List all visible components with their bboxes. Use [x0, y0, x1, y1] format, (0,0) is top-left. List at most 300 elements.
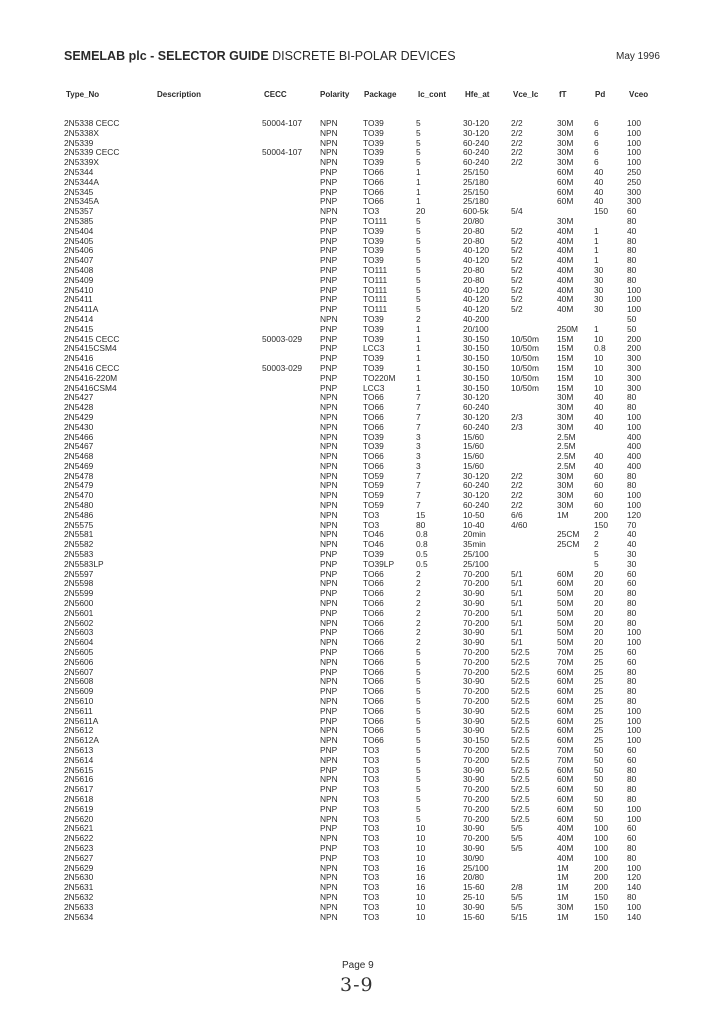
cell-vceo: 80	[627, 470, 637, 481]
cell-vce-ic: 5/2	[511, 245, 523, 256]
cell-ic-cont: 5	[416, 656, 421, 667]
cell-pd: 5	[594, 558, 599, 569]
cell-type-no: 2N5486	[64, 509, 94, 520]
cell-package: TO3	[363, 842, 380, 853]
cell-hfe: 70-200	[463, 754, 490, 765]
cell-hfe: 30-90	[463, 598, 485, 609]
cell-hfe: 60-240	[463, 147, 490, 158]
cell-polarity: NPN	[320, 441, 338, 452]
cell-polarity: PNP	[320, 343, 338, 354]
cell-ic-cont: 1	[416, 343, 421, 354]
cell-pd: 40	[594, 196, 604, 207]
cell-vceo: 250	[627, 176, 641, 187]
cell-vce-ic: 2/2	[511, 127, 523, 138]
cell-vceo: 80	[627, 793, 637, 804]
cell-type-no: 2N5411A	[64, 304, 99, 315]
table-row	[0, 324, 720, 334]
cell-vce-ic: 5/1	[511, 598, 523, 609]
cell-package: TO66	[363, 725, 384, 736]
cell-vceo: 100	[627, 637, 641, 648]
cell-pd: 5	[594, 549, 599, 560]
cell-ic-cont: 5	[416, 304, 421, 315]
table-row	[0, 686, 720, 696]
cell-hfe: 60-240	[463, 421, 490, 432]
cell-type-no: 2N5478	[64, 470, 94, 481]
cell-pd: 30	[594, 264, 604, 275]
cell-polarity: PNP	[320, 558, 338, 569]
cell-ft: 60M	[557, 568, 574, 579]
cell-type-no: 2N5614	[64, 754, 94, 765]
cell-vce-ic: 5/2.5	[511, 803, 530, 814]
cell-ft: 15M	[557, 362, 574, 373]
cell-package: TO3	[363, 852, 380, 863]
cell-cecc: 50003-029	[262, 333, 303, 344]
cell-hfe: 20-80	[463, 235, 485, 246]
cell-package: TO39	[363, 431, 384, 442]
cell-pd: 10	[594, 362, 604, 373]
table-row	[0, 187, 720, 197]
cell-ft: 60M	[557, 578, 574, 589]
cell-package: TO3	[363, 784, 380, 795]
cell-ic-cont: 5	[416, 137, 421, 148]
cell-type-no: 2N5415CSM4	[64, 343, 117, 354]
cell-type-no: 2N5607	[64, 666, 94, 677]
cell-polarity: PNP	[320, 245, 338, 256]
cell-polarity: PNP	[320, 382, 338, 393]
cell-pd: 100	[594, 833, 608, 844]
cell-ft: 30M	[557, 470, 574, 481]
cell-vce-ic: 10/50m	[511, 382, 539, 393]
cell-hfe: 15/60	[463, 460, 484, 471]
cell-package: TO3	[363, 823, 380, 834]
cell-ft: 30M	[557, 411, 574, 422]
table-row	[0, 794, 720, 804]
cell-ic-cont: 5	[416, 686, 421, 697]
cell-pd: 1	[594, 225, 599, 236]
cell-vceo: 300	[627, 382, 641, 393]
table-row	[0, 882, 720, 892]
cell-vceo: 80	[627, 245, 637, 256]
cell-ic-cont: 5	[416, 676, 421, 687]
cell-vceo: 300	[627, 353, 641, 364]
cell-package: TO59	[363, 470, 384, 481]
cell-pd: 20	[594, 588, 604, 599]
cell-type-no: 2N5407	[64, 255, 94, 266]
cell-vceo: 80	[627, 666, 637, 677]
cell-type-no: 2N5612A	[64, 735, 99, 746]
cell-polarity: NPN	[320, 529, 338, 540]
cell-type-no: 2N5338X	[64, 127, 99, 138]
cell-vceo: 300	[627, 196, 641, 207]
cell-vce-ic: 5/2	[511, 304, 523, 315]
cell-vceo: 30	[627, 549, 637, 560]
cell-hfe: 30-90	[463, 637, 485, 648]
cell-ft: 60M	[557, 725, 574, 736]
table-row	[0, 745, 720, 755]
cell-package: TO39	[363, 255, 384, 266]
cell-pd: 30	[594, 294, 604, 305]
cell-package: TO66	[363, 451, 384, 462]
cell-hfe: 15/60	[463, 431, 484, 442]
cell-type-no: 2N5405	[64, 235, 94, 246]
cell-vce-ic: 5/1	[511, 637, 523, 648]
cell-vce-ic: 5/2.5	[511, 813, 530, 824]
cell-ic-cont: 5	[416, 245, 421, 256]
cell-hfe: 70-200	[463, 803, 490, 814]
table-row	[0, 412, 720, 422]
cell-package: TO220M	[363, 372, 396, 383]
cell-vceo: 100	[627, 500, 641, 511]
cell-hfe: 30-90	[463, 823, 485, 834]
cell-ic-cont: 5	[416, 235, 421, 246]
table-row	[0, 226, 720, 236]
cell-polarity: NPN	[320, 891, 338, 902]
cell-ic-cont: 80	[416, 519, 426, 530]
cell-ic-cont: 2	[416, 313, 421, 324]
cell-type-no: 2N5634	[64, 911, 94, 922]
cell-pd: 30	[594, 274, 604, 285]
cell-package: TO59	[363, 480, 384, 491]
cell-polarity: NPN	[320, 421, 338, 432]
cell-ic-cont: 3	[416, 431, 421, 442]
cell-type-no: 2N5618	[64, 793, 94, 804]
cell-vceo: 80	[627, 686, 637, 697]
cell-hfe: 70-200	[463, 686, 490, 697]
cell-vce-ic: 5/2.5	[511, 647, 530, 658]
cell-package: TO66	[363, 402, 384, 413]
col-header-package: Package	[364, 90, 397, 99]
cell-ic-cont: 1	[416, 323, 421, 334]
cell-ic-cont: 0.5	[416, 558, 428, 569]
cell-vce-ic: 2/2	[511, 157, 523, 168]
cell-type-no: 2N5601	[64, 607, 94, 618]
cell-polarity: PNP	[320, 235, 338, 246]
cell-hfe: 60-240	[463, 480, 490, 491]
cell-ic-cont: 1	[416, 186, 421, 197]
cell-type-no: 2N5411	[64, 294, 93, 305]
cell-pd: 40	[594, 402, 604, 413]
cell-vceo: 100	[627, 411, 641, 422]
table-row	[0, 383, 720, 393]
cell-package: TO66	[363, 715, 384, 726]
col-header-vceo: Vceo	[629, 90, 649, 99]
cell-polarity: NPN	[320, 813, 338, 824]
cell-type-no: 2N5597	[64, 568, 94, 579]
cell-type-no: 2N5620	[64, 813, 94, 824]
cell-vceo: 60	[627, 568, 637, 579]
cell-ft: 70M	[557, 745, 574, 755]
cell-polarity: NPN	[320, 539, 338, 550]
cell-vceo: 80	[627, 842, 637, 853]
cell-vceo: 100	[627, 137, 641, 148]
cell-vce-ic: 5/15	[511, 911, 528, 922]
cell-ic-cont: 5	[416, 696, 421, 707]
cell-pd: 100	[594, 842, 608, 853]
cell-hfe: 15/60	[463, 441, 484, 452]
cell-package: TO39	[363, 127, 384, 138]
cell-polarity: NPN	[320, 862, 338, 873]
cell-ft: 70M	[557, 647, 574, 658]
cell-vce-ic: 5/1	[511, 568, 523, 579]
cell-type-no: 2N5604	[64, 637, 94, 648]
cell-polarity: PNP	[320, 607, 338, 618]
table-row	[0, 755, 720, 765]
cell-package: TO3	[363, 509, 380, 520]
cell-pd: 6	[594, 127, 599, 138]
cell-hfe: 20/80	[463, 215, 484, 226]
cell-hfe: 60-240	[463, 402, 490, 413]
cell-hfe: 25/150	[463, 186, 489, 197]
cell-ft: 25CM	[557, 529, 580, 540]
cell-hfe: 25/100	[463, 549, 489, 560]
cell-type-no: 2N5606	[64, 656, 94, 667]
cell-ic-cont: 2	[416, 598, 421, 609]
table-row	[0, 784, 720, 794]
cell-ic-cont: 5	[416, 715, 421, 726]
table-row	[0, 578, 720, 588]
cell-hfe: 25/100	[463, 558, 489, 569]
cell-ft: 30M	[557, 901, 574, 912]
cell-type-no: 2N5600	[64, 598, 94, 609]
cell-hfe: 30-150	[463, 333, 490, 344]
cell-ft: 2.5M	[557, 431, 576, 442]
cell-hfe: 25/150	[463, 166, 489, 177]
cell-type-no: 2N5429	[64, 411, 94, 422]
cell-ft: 40M	[557, 833, 574, 844]
cell-pd: 60	[594, 480, 604, 491]
cell-ft: 60M	[557, 705, 574, 716]
cell-vceo: 30	[627, 558, 637, 569]
cell-ic-cont: 5	[416, 225, 421, 236]
cell-polarity: NPN	[320, 637, 338, 648]
cell-package: TO39	[363, 441, 384, 452]
cell-ft: 40M	[557, 304, 574, 315]
cell-package: TO3	[363, 901, 380, 912]
table-row	[0, 177, 720, 187]
cell-type-no: 2N5416CSM4	[64, 382, 117, 393]
cell-vce-ic: 5/2.5	[511, 715, 530, 726]
cell-ic-cont: 15	[416, 509, 426, 520]
cell-type-no: 2N5415 CECC	[64, 333, 120, 344]
cell-vceo: 200	[627, 333, 641, 344]
cell-hfe: 600-5k	[463, 206, 489, 217]
cell-ic-cont: 2	[416, 578, 421, 589]
cell-ft: 1M	[557, 911, 569, 922]
cell-polarity: PNP	[320, 294, 338, 305]
table-row	[0, 588, 720, 598]
cell-package: LCC3	[363, 343, 385, 354]
cell-polarity: NPN	[320, 872, 338, 883]
cell-pd: 50	[594, 803, 604, 814]
table-row	[0, 853, 720, 863]
cell-package: TO66	[363, 647, 384, 658]
cell-polarity: NPN	[320, 735, 338, 746]
cell-type-no: 2N5479	[64, 480, 94, 491]
cell-polarity: NPN	[320, 127, 338, 138]
cell-hfe: 20-80	[463, 264, 485, 275]
cell-ft: 40M	[557, 294, 574, 305]
table-row	[0, 353, 720, 363]
cell-polarity: PNP	[320, 784, 338, 795]
cell-type-no: 2N5344	[64, 166, 94, 177]
cell-vceo: 80	[627, 598, 637, 609]
cell-vce-ic: 10/50m	[511, 343, 539, 354]
cell-vceo: 100	[627, 118, 641, 128]
cell-pd: 10	[594, 333, 604, 344]
cell-ft: 40M	[557, 264, 574, 275]
col-header-pd: Pd	[595, 90, 606, 99]
cell-vceo: 100	[627, 421, 641, 432]
cell-package: TO39	[363, 323, 384, 334]
cell-hfe: 35min	[463, 539, 486, 550]
cell-ic-cont: 1	[416, 333, 421, 344]
cell-package: TO3	[363, 764, 380, 775]
cell-vce-ic: 5/2.5	[511, 656, 530, 667]
cell-ft: 50M	[557, 627, 574, 638]
cell-hfe: 30-90	[463, 725, 485, 736]
cell-pd: 25	[594, 676, 604, 687]
cell-ft: 40M	[557, 255, 574, 266]
cell-hfe: 30-90	[463, 676, 485, 687]
cell-type-no: 2N5602	[64, 617, 94, 628]
cell-ft: 70M	[557, 656, 574, 667]
cell-ft: 50M	[557, 598, 574, 609]
cell-ic-cont: 1	[416, 176, 421, 187]
cell-package: TO66	[363, 676, 384, 687]
cell-hfe: 25/180	[463, 196, 489, 207]
cell-ft: 30M	[557, 137, 574, 148]
cell-polarity: NPN	[320, 480, 338, 491]
cell-ic-cont: 5	[416, 264, 421, 275]
cell-package: TO3	[363, 745, 380, 755]
cell-hfe: 30-90	[463, 842, 485, 853]
cell-ic-cont: 5	[416, 705, 421, 716]
cell-pd: 25	[594, 725, 604, 736]
cell-vceo: 80	[627, 264, 637, 275]
cell-package: TO111	[363, 215, 388, 226]
cell-vceo: 50	[627, 313, 637, 324]
cell-type-no: 2N5622	[64, 833, 94, 844]
cell-ic-cont: 2	[416, 627, 421, 638]
cell-vceo: 80	[627, 402, 637, 413]
cell-type-no: 2N5466	[64, 431, 94, 442]
cell-polarity: PNP	[320, 823, 338, 834]
cell-polarity: PNP	[320, 568, 338, 579]
cell-ft: 40M	[557, 245, 574, 256]
cell-type-no: 2N5616	[64, 774, 94, 785]
cell-polarity: PNP	[320, 225, 338, 236]
cell-type-no: 2N5617	[64, 784, 94, 795]
cell-polarity: NPN	[320, 901, 338, 912]
cell-polarity: NPN	[320, 137, 338, 148]
table-row	[0, 294, 720, 304]
cell-vce-ic: 2/2	[511, 147, 523, 158]
cell-vce-ic: 5/2.5	[511, 686, 530, 697]
cell-ft: 1M	[557, 872, 569, 883]
cell-vceo: 120	[627, 872, 641, 883]
cell-ic-cont: 5	[416, 803, 421, 814]
cell-vceo: 80	[627, 392, 637, 403]
cell-ft: 50M	[557, 607, 574, 618]
table-row	[0, 490, 720, 500]
cell-hfe: 20/80	[463, 872, 484, 883]
cell-package: TO66	[363, 411, 384, 422]
table-row	[0, 265, 720, 275]
cell-hfe: 70-200	[463, 813, 490, 824]
cell-package: TO111	[363, 274, 388, 285]
cell-pd: 150	[594, 206, 608, 217]
table-row	[0, 402, 720, 412]
cell-ft: 30M	[557, 157, 574, 168]
cell-ft: 250M	[557, 323, 578, 334]
cell-polarity: NPN	[320, 392, 338, 403]
cell-vce-ic: 10/50m	[511, 362, 539, 373]
cell-ic-cont: 1	[416, 382, 421, 393]
cell-polarity: PNP	[320, 764, 338, 775]
cell-package: TO39	[363, 353, 384, 364]
cell-type-no: 2N5609	[64, 686, 94, 697]
cell-package: TO111	[363, 264, 388, 275]
table-row	[0, 147, 720, 157]
cell-package: TO66	[363, 705, 384, 716]
cell-hfe: 30-150	[463, 735, 490, 746]
cell-hfe: 25/100	[463, 862, 489, 873]
table-row	[0, 343, 720, 353]
table-row	[0, 245, 720, 255]
cell-hfe: 60-240	[463, 157, 490, 168]
cell-type-no: 2N5598	[64, 578, 94, 589]
cell-hfe: 30-120	[463, 490, 490, 501]
cell-vce-ic: 2/8	[511, 882, 523, 893]
table-row	[0, 627, 720, 637]
cell-ic-cont: 5	[416, 793, 421, 804]
cell-polarity: NPN	[320, 470, 338, 481]
cell-pd: 60	[594, 490, 604, 501]
table-row	[0, 559, 720, 569]
cell-hfe: 70-200	[463, 666, 490, 677]
cell-pd: 150	[594, 901, 608, 912]
cell-type-no: 2N5610	[64, 696, 94, 707]
document-date: May 1996	[616, 51, 660, 62]
cell-pd: 20	[594, 607, 604, 618]
cell-ic-cont: 1	[416, 166, 421, 177]
cell-ic-cont: 3	[416, 451, 421, 462]
cell-vce-ic: 5/2.5	[511, 705, 530, 716]
cell-package: TO66	[363, 568, 384, 579]
cell-hfe: 70-200	[463, 656, 490, 667]
cell-type-no: 2N5428	[64, 402, 94, 413]
table-row	[0, 138, 720, 148]
cell-vceo: 80	[627, 774, 637, 785]
cell-ic-cont: 7	[416, 392, 421, 403]
cell-ic-cont: 5	[416, 725, 421, 736]
cell-ft: 2.5M	[557, 460, 576, 471]
cell-package: TO3	[363, 872, 380, 883]
cell-hfe: 30-120	[463, 127, 490, 138]
cell-polarity: PNP	[320, 627, 338, 638]
cell-ft: 60M	[557, 666, 574, 677]
cell-vceo: 400	[627, 460, 641, 471]
cell-polarity: NPN	[320, 676, 338, 687]
table-row	[0, 823, 720, 833]
cell-ic-cont: 2	[416, 637, 421, 648]
cell-package: TO46	[363, 539, 384, 550]
cell-vce-ic: 2/2	[511, 470, 523, 481]
cell-vceo: 100	[627, 627, 641, 638]
cell-hfe: 30-150	[463, 362, 490, 373]
cell-package: TO66	[363, 666, 384, 677]
cell-vce-ic: 5/2	[511, 255, 523, 266]
